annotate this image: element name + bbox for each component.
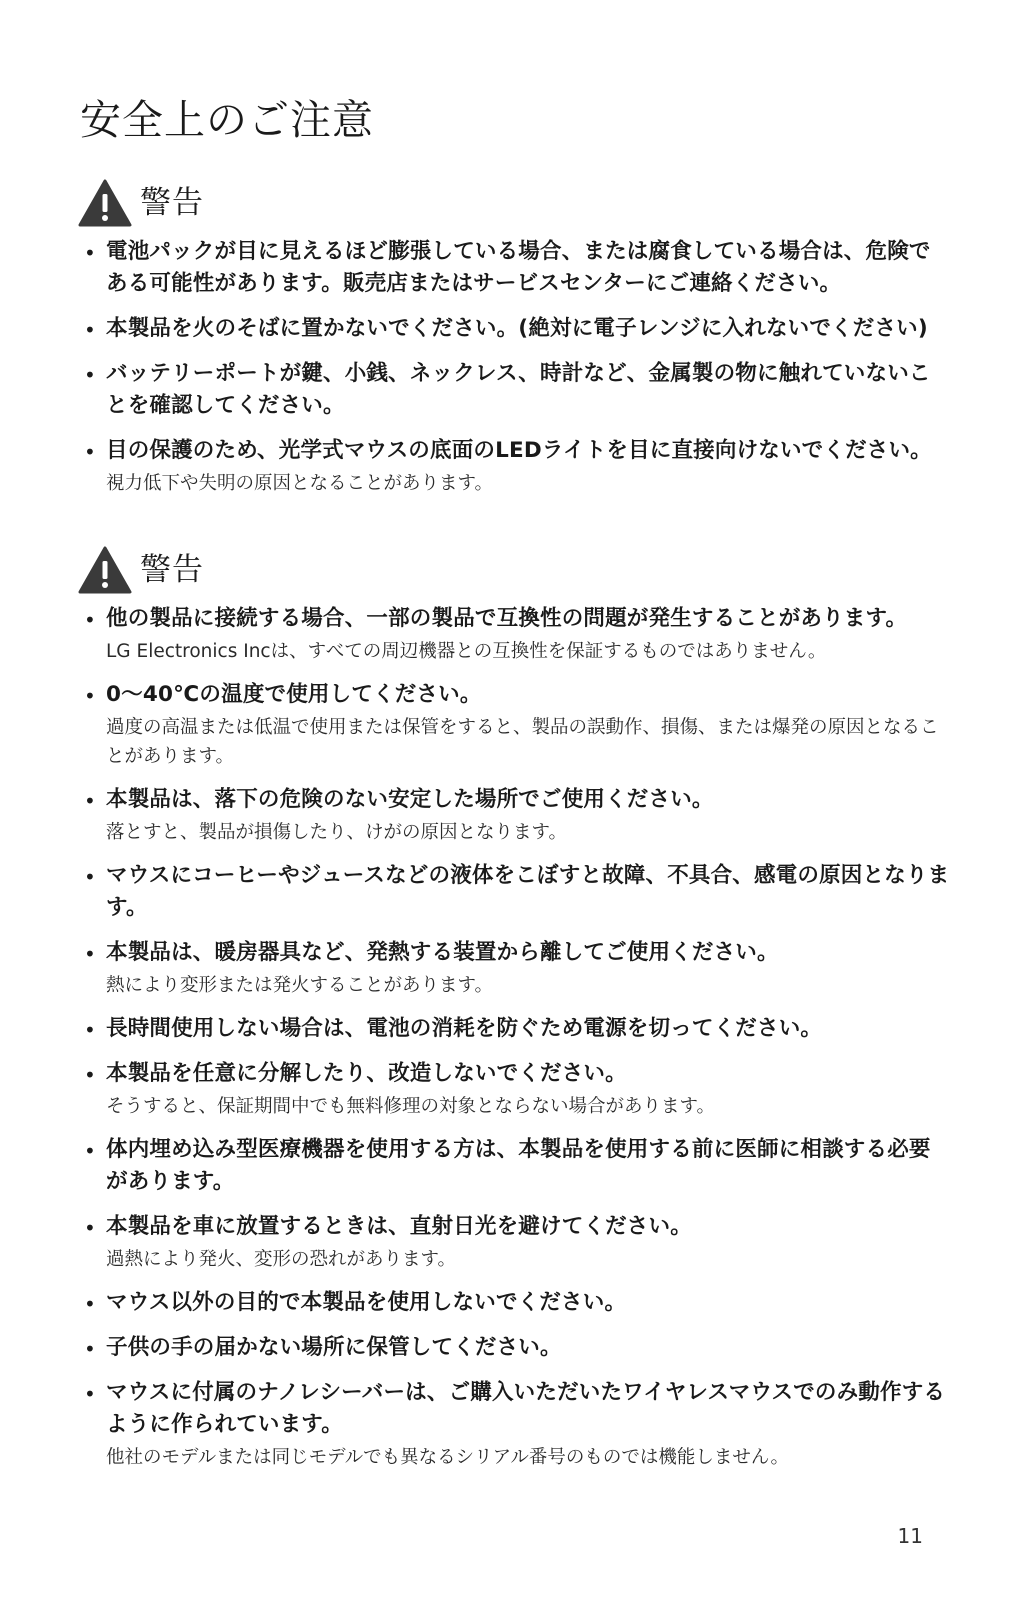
list-item: • 本製品を任意に分解したり、改造しないでください。 そうすると、保証期間中でも無料修理の対象とならない場合があります。: [84, 1061, 716, 1117]
list-item: • 他の製品に接続する場合、一部の製品で互換性の問題が発生することがあります。 LG Electronics Incは、すべての周辺機器との互換性を保証するものではありません。: [84, 606, 908, 662]
list-item: • マウス以外の目的で本製品を使用しないでください。: [84, 1290, 627, 1316]
section-heading-warning-1: [78, 178, 204, 228]
list-item: • 本製品を火のそばに置かないでください。(絶対に電子レンジに入れないでください): [84, 316, 928, 342]
list-item: • 本製品は、落下の危険のない安定した場所でご使用ください。 落とすと、製品が損傷したり、けがの原因となります。: [84, 787, 714, 843]
list-item: • 目の保護のため、光学式マウスの底面のLEDライトを目に直接向けないでください。 視力低下や失明の原因となることがあります。: [84, 438, 932, 494]
warning-list-1: [80, 236, 950, 511]
list-item: • 本製品を車に放置するときは、直射日光を避けてください。 過熱により発火、変形の恐れがあります。: [84, 1214, 692, 1270]
list-item: • バッテリーポートが鍵、小銭、ネックレス、時計など、金属製の物に触れていないことを確認してください。: [84, 361, 931, 418]
list-item: • 0～40℃の温度で使用してください。 過度の高温または低温で使用または保管をすると、製品の誤動作、損傷、または爆発の原因となることがあります。: [84, 682, 939, 767]
list-item: • 体内埋め込み型医療機器を使用する方は、本製品を使用する前に医師に相談する必要があります。: [84, 1137, 931, 1194]
list-item: • 電池パックが目に見えるほど膨張している場合、または腐食している場合は、危険である可能性があります。販売店またはサービスセンターにご連絡ください。: [84, 239, 931, 296]
section-heading-warning-2: [78, 545, 204, 595]
section-heading-label: 警告: [140, 551, 204, 588]
warning-triangle-icon: [78, 179, 132, 227]
list-item: • 長時間使用しない場合は、電池の消耗を防ぐため電源を切ってください。: [84, 1016, 823, 1042]
list-item: • 本製品は、暖房器具など、発熱する装置から離してご使用ください。 熱により変形または発火することがあります。: [84, 940, 779, 996]
warning-list-2: [80, 603, 950, 1485]
list-item: • マウスにコーヒーやジュースなどの液体をこぼすと故障、不具合、感電の原因となります。: [84, 863, 950, 920]
page-title: 安全上のご注意: [80, 96, 374, 144]
list-item: • マウスに付属のナノレシーバーは、ご購入いただいたワイヤレスマウスでのみ動作するように作られています。 他社のモデルまたは同じモデルでも異なるシリアル番号のものでは機能しません。: [84, 1380, 946, 1468]
section-heading-label: 警告: [140, 184, 204, 221]
warning-triangle-icon: [78, 546, 132, 594]
list-item: • 子供の手の届かない場所に保管してください。: [84, 1335, 562, 1361]
page-number: 11: [897, 1524, 923, 1548]
